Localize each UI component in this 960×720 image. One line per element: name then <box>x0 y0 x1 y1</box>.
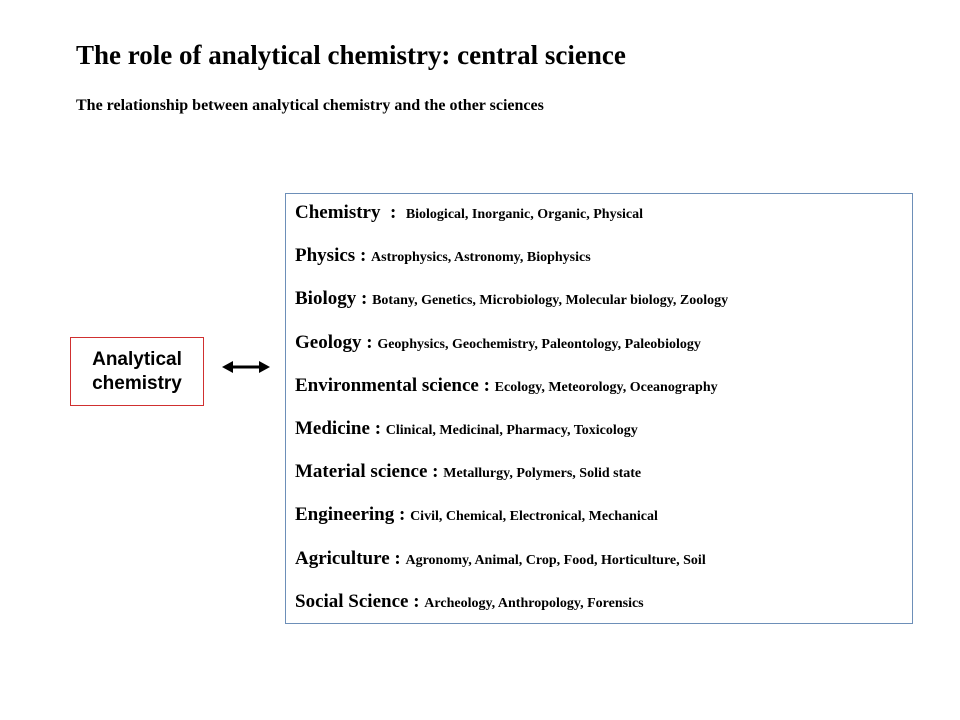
science-field-name: Geology <box>295 331 362 353</box>
science-separator: : <box>394 504 411 526</box>
science-field-name: Agriculture <box>295 547 390 569</box>
center-label-line1: Analytical <box>92 348 182 370</box>
science-item <box>295 375 718 397</box>
science-field-name: Medicine <box>295 418 370 439</box>
science-item <box>295 245 591 267</box>
science-field-name: Biology <box>295 288 357 310</box>
center-label-line2: chemistry <box>92 372 182 394</box>
science-separator: : <box>380 202 406 223</box>
science-subfields: Astrophysics, Astronomy, Biophysics <box>371 250 591 266</box>
science-separator: : <box>478 374 495 396</box>
science-separator: : <box>361 331 378 353</box>
science-item <box>295 548 706 570</box>
science-subfields: Botany, Genetics, Microbiology, Molecular biology, Zoology <box>372 293 729 309</box>
science-subfields: Civil, Chemical, Electronical, Mechanical <box>410 509 658 525</box>
science-separator: : <box>356 288 373 310</box>
science-subfields: Clinical, Medicinal, Pharmacy, Toxicology <box>385 423 638 438</box>
science-separator: : <box>389 547 406 569</box>
related-sciences-box <box>285 193 913 624</box>
science-field-name: Physics <box>295 245 356 267</box>
science-field-name: Material science <box>295 461 428 483</box>
science-subfields: Ecology, Meteorology, Oceanography <box>494 379 718 395</box>
science-subfields: Biological, Inorganic, Organic, Physical <box>405 207 644 222</box>
analytical-chemistry-label <box>92 348 182 396</box>
science-separator: : <box>355 245 372 267</box>
slide-subtitle: The relationship between analytical chemistry and the other sciences <box>76 97 544 114</box>
science-subfields: Metallurgy, Polymers, Solid state <box>443 466 642 482</box>
science-separator: : <box>408 590 425 612</box>
science-item <box>295 591 644 613</box>
science-item <box>295 418 638 440</box>
science-item <box>295 288 728 310</box>
science-item <box>295 332 701 354</box>
science-field-name: Chemistry <box>295 202 381 223</box>
science-separator: : <box>369 418 386 439</box>
double-headed-arrow-icon <box>222 359 270 375</box>
science-subfields: Agronomy, Animal, Crop, Food, Horticulture, Soil <box>405 552 706 568</box>
science-item <box>295 461 641 483</box>
science-field-name: Social Science <box>295 590 409 612</box>
slide-title: The role of analytical chemistry: central science <box>76 40 626 70</box>
science-field-name: Engineering <box>295 504 395 526</box>
analytical-chemistry-box <box>70 337 204 406</box>
science-item <box>295 504 658 526</box>
science-subfields: Geophysics, Geochemistry, Paleontology, Paleobiology <box>377 336 701 352</box>
science-item <box>295 202 643 224</box>
science-field-name: Environmental science <box>295 374 479 396</box>
science-subfields: Archeology, Anthropology, Forensics <box>424 595 644 611</box>
science-separator: : <box>427 461 444 483</box>
